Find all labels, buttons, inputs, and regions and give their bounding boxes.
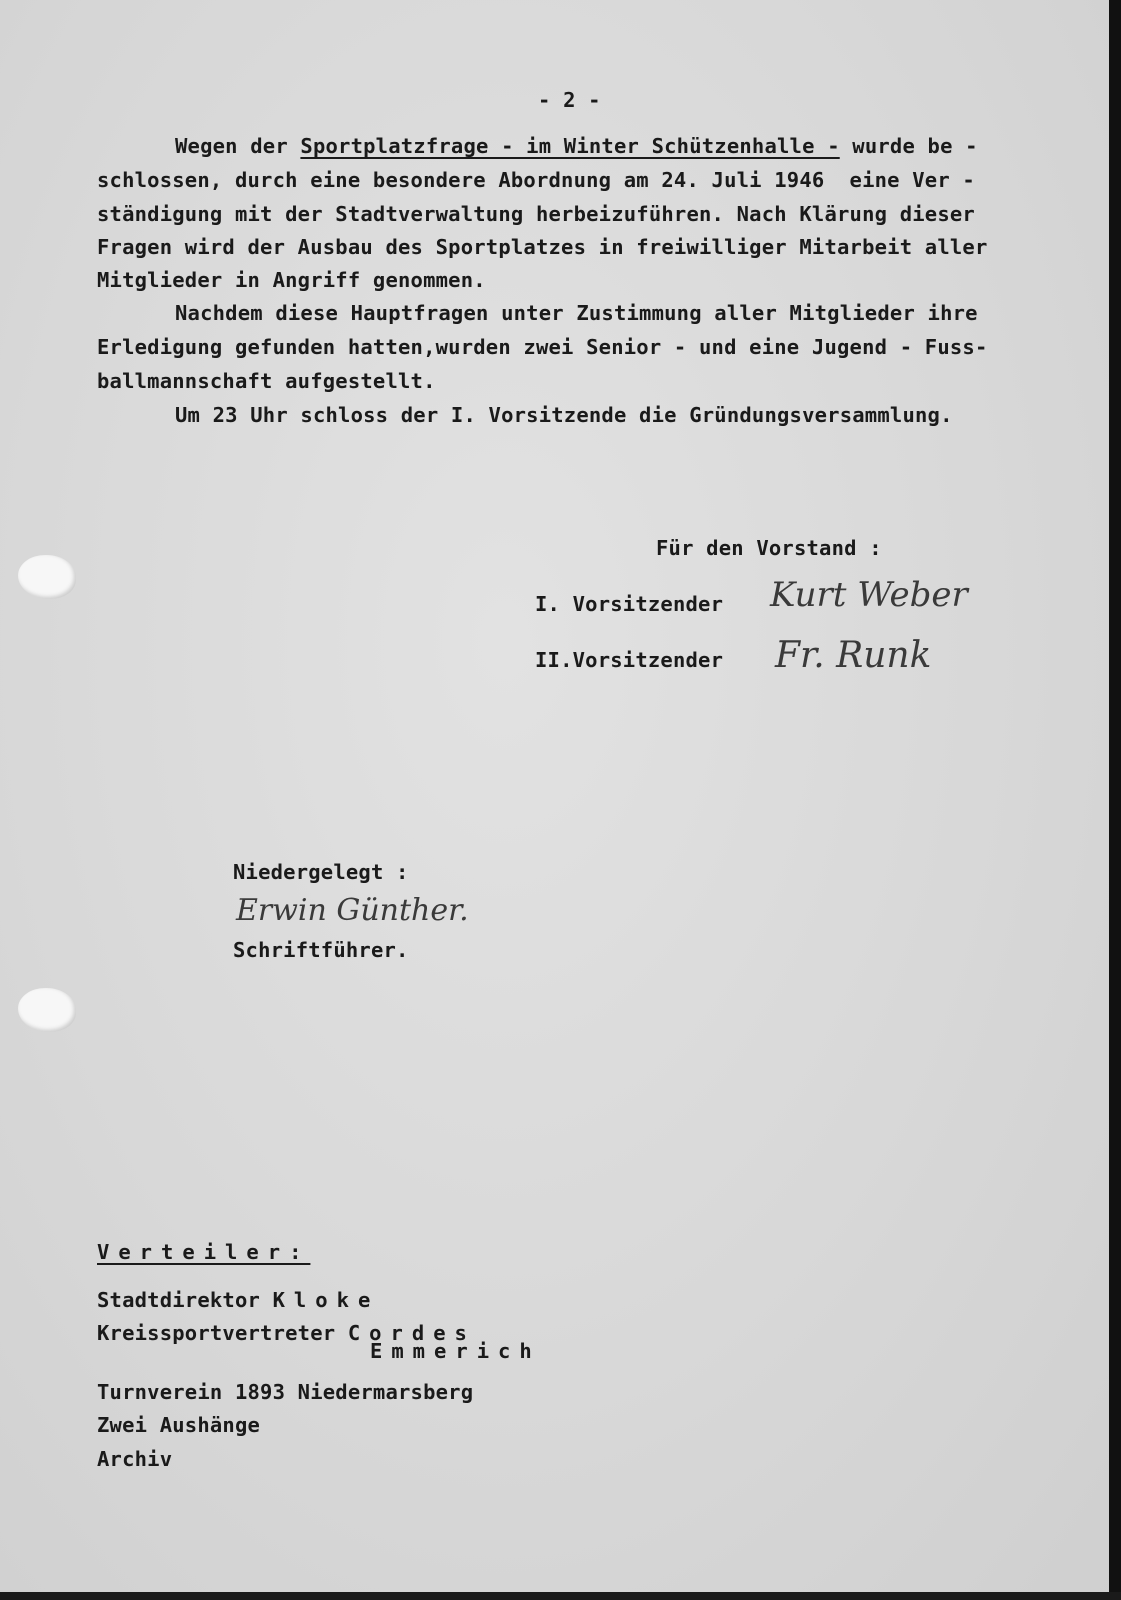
closing-line: Um 23 Uhr schloss der I. Vorsitzende die Gründungsversammlung. xyxy=(175,403,953,427)
paragraph1-line1-end: wurde be - xyxy=(839,134,978,158)
paragraph1-line3: ständigung mit der Stadtverwaltung herbeizuführen. Nach Klärung dieser xyxy=(97,202,975,226)
secretary-signature: Erwin Günther. xyxy=(236,893,469,928)
scan-edge-right xyxy=(1109,0,1121,1600)
distribution-line1 xyxy=(97,1290,379,1311)
chair2-signature: Fr. Runk xyxy=(775,635,932,676)
paragraph1-underlined-phrase: Sportplatzfrage - im Winter Schützenhalle - xyxy=(300,134,840,158)
punch-hole-upper xyxy=(18,555,76,599)
chair1-label: I. Vorsitzender xyxy=(535,592,724,616)
paragraph1-line1 xyxy=(175,136,978,157)
distribution-line2-text: Kreissportvertreter xyxy=(97,1321,348,1345)
distribution-line6: Archiv xyxy=(97,1447,173,1471)
distribution-line4: Turnverein 1893 Niedermarsberg xyxy=(97,1380,474,1404)
paragraph2-line1: Nachdem diese Hauptfragen unter Zustimmung aller Mitglieder ihre xyxy=(175,301,978,325)
paragraph1-line1-start: Wegen der xyxy=(175,134,301,158)
distribution-line3-name: Emmerich xyxy=(370,1339,541,1363)
distribution-line5: Zwei Aushänge xyxy=(97,1413,261,1437)
scan-edge-bottom xyxy=(0,1592,1121,1600)
filed-label: Niedergelegt : xyxy=(233,860,409,884)
paragraph2-line2: Erledigung gefunden hatten,wurden zwei Senior - und eine Jugend - Fuss- xyxy=(97,335,988,359)
paragraph2-line3: ballmannschaft aufgestellt. xyxy=(97,369,436,393)
distribution-line1-text: Stadtdirektor xyxy=(97,1288,273,1312)
punch-hole-lower xyxy=(18,988,76,1032)
paragraph1-line5: Mitglieder in Angriff genommen. xyxy=(97,268,486,292)
page-number: - 2 - xyxy=(538,88,601,112)
board-heading: Für den Vorstand : xyxy=(656,536,882,560)
paragraph1-line4: Fragen wird der Ausbau des Sportplatzes in freiwilliger Mitarbeit aller xyxy=(97,235,988,259)
chair2-label: II.Vorsitzender xyxy=(535,648,724,672)
distribution-line1-name: Kloke xyxy=(272,1288,380,1312)
paragraph1-line2: schlossen, durch eine besondere Abordnung am 24. Juli 1946 eine Ver - xyxy=(97,168,975,192)
distribution-heading: Verteiler: xyxy=(97,1240,311,1264)
secretary-role: Schriftführer. xyxy=(233,938,409,962)
chair1-signature: Kurt Weber xyxy=(770,575,968,615)
distribution-line2-name: Cordes xyxy=(347,1321,476,1345)
